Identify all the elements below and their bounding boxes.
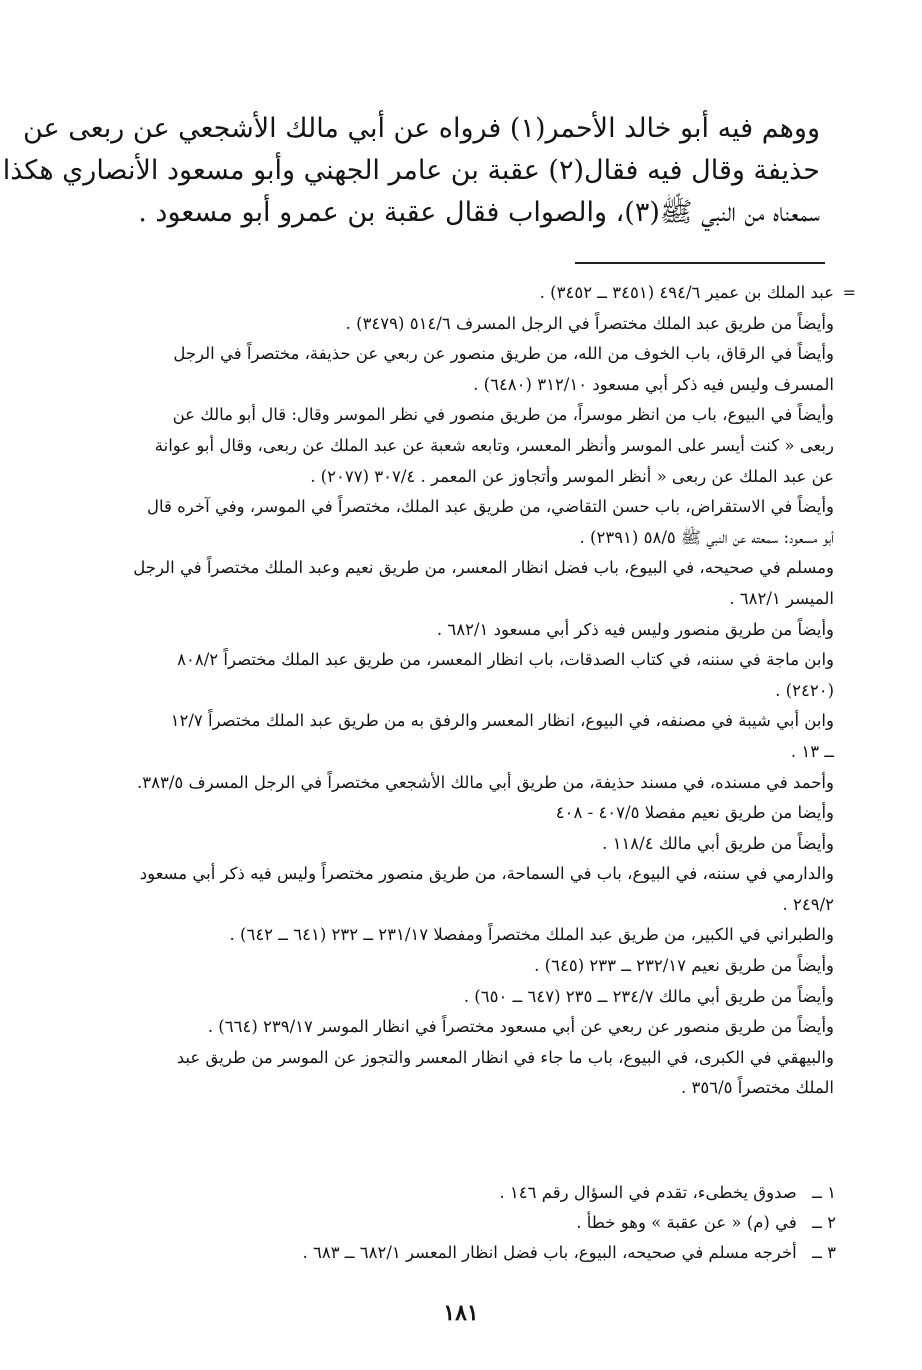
footnote-line: وأيضاً من طريق أبي مالك ٢٣٤/٧ ــ ٢٣٥ (٦٤٧ ــ ٦٥٠) . [463, 986, 834, 1006]
footnote-line: ــ ١٣ . [790, 741, 834, 761]
footnote-divider [575, 262, 825, 264]
footnote-line: وأيضاً من طريق منصور وليس فيه ذكر أبي مسعود ٦٨٢/١ . [436, 619, 834, 639]
footnote-text: صدوق يخطىء، تقدم في السؤال رقم ١٤٦ . [499, 1183, 797, 1202]
footnote-line: المسرف وليس فيه ذكر أبي مسعود ٣١٢/١٠ (٦٤٨٠) . [473, 374, 834, 394]
page-number: ١٨١ [443, 1300, 479, 1326]
footnote-line: والبيهقي في الكبرى، في البيوع، باب ما جاء في انظار المعسر والتجوز عن الموسر من طريق عبد [176, 1047, 834, 1067]
main-text-line: سمعناه من النبي ﷺ(٣)، والصواب فقال عقبة بن عمرو أبو مسعود . [138, 197, 820, 228]
footnote-line: = عبد الملك بن عمير ٤٩٤/٦ (٣٤٥١ ــ ٣٤٥٢) . [96, 278, 834, 309]
main-text [2, 108, 820, 234]
footnote-line: وأيضاً في الرقاق، باب الخوف من الله، من طريق منصور عن ربعي عن حذيفة، مختصراً في الرجل [173, 344, 834, 364]
footnote-line: عن عبد الملك عن ربعى « أنظر الموسر وأتجاوز عن المعمر . ٣٠٧/٤ (٢٠٧٧) . [310, 466, 834, 486]
main-text-line: ووهم فيه أبو خالد الأحمر(١) فرواه عن أبي مالك الأشجعي عن ربعى عن [22, 113, 820, 144]
footnote-line: والدارمي في سننه، في البيوع، باب في السماحة، من طريق منصور مختصراً وليس فيه ذكر أبي مسعود [139, 864, 834, 884]
footnote-line: وأيضاً من طريق منصور عن ربعي عن أبي مسعود مختصراً في انظار الموسر ٢٣٩/١٧ (٦٦٤) . [207, 1017, 834, 1037]
footnote-line: وأيضاً في الاستقراض، باب حسن التقاضي، من طريق عبد الملك، مختصراً في الموسر، وفي آخره قال [147, 497, 834, 517]
footnote-line: الميسر ٦٨٢/١ . [729, 588, 834, 608]
footnote-line: وأيضاً من طريق نعيم ٢٣٢/١٧ ــ ٢٣٣ (٦٤٥) . [534, 956, 834, 976]
footnote-line: وأحمد في مسنده، في مسند حذيفة، من طريق أبي مالك الأشجعي مختصراً في الرجل المسرف ٣٨٣/٥. [136, 772, 834, 792]
footnote-line: ربعى « كنت أيسر على الموسر وأنظر المعسر، وتابعه شعبة عن عبد الملك عن ربعى، وقال أبو عوانة [154, 435, 834, 455]
footnote-line: (٢٤٢٠) . [775, 680, 834, 700]
footnote-line: أبو مسعود: سمعته عن النبي ﷺ ٥٨/٥ (٢٣٩١) . [579, 527, 834, 547]
footnote-line: الملك مختصراً ٣٥٦/٥ . [681, 1078, 834, 1098]
continuation-marker: = [842, 283, 856, 302]
footnote-line: وأيضا من طريق نعيم مفصلا ٤٠٧/٥ - ٤٠٨ [555, 803, 834, 823]
footnote-number: ٢ ــ [812, 1213, 836, 1232]
footnote-text: في (م) « عن عقبة » وهو خطأ . [576, 1213, 797, 1232]
footnote-line: وابن ماجة في سننه، في كتاب الصدقات، باب انظار المعسر، من طريق عبد الملك مختصراً ٨٠٨/٢ [177, 650, 834, 670]
footnote-line: وابن أبي شيبة في مصنفه، في البيوع، انظار المعسر والرفق به من طريق عبد الملك مختصراً ١٢/٧ [170, 711, 834, 731]
footnote-item [96, 1208, 836, 1238]
footnote-item [96, 1178, 836, 1208]
footnote-continuation [96, 278, 856, 1104]
footnote-text: أخرجه مسلم في صحيحه، البيوع، باب فضل انظار المعسر ٦٨٢/١ ــ ٦٨٣ . [302, 1243, 797, 1262]
footnote-line: ومسلم في صحيحه، في البيوع، باب فضل انظار المعسر، من طريق نعيم وعبد الملك مختصراً في الرجل [133, 558, 834, 578]
footnote-line: ٢٤٩/٢ . [782, 894, 834, 914]
footnotes-list [96, 1178, 836, 1268]
footnote-line: وأيضاً من طريق عبد الملك مختصراً في الرجل المسرف ٥١٤/٦ (٣٤٧٩) . [345, 313, 834, 333]
footnote-number: ١ ــ [812, 1183, 836, 1202]
footnote-line: وأيضاً من طريق أبي مالك ١١٨/٤ . [602, 833, 834, 853]
main-text-line: حذيفة وقال فيه فقال(٢) عقبة بن عامر الجهني وأبو مسعود الأنصاري هكذا [2, 155, 820, 186]
footnote-item [96, 1238, 836, 1268]
footnote-line: والطبراني في الكبير، من طريق عبد الملك مختصراً ومفصلا ٢٣١/١٧ ــ ٢٣٢ (٦٤١ ــ ٦٤٢) . [229, 925, 834, 945]
footnote-line: وأيضاً في البيوع، باب من انظر موسراً، من طريق منصور في نظر الموسر وقال: قال أبو مالك عن [172, 405, 834, 425]
footnote-number: ٣ ــ [812, 1243, 836, 1262]
